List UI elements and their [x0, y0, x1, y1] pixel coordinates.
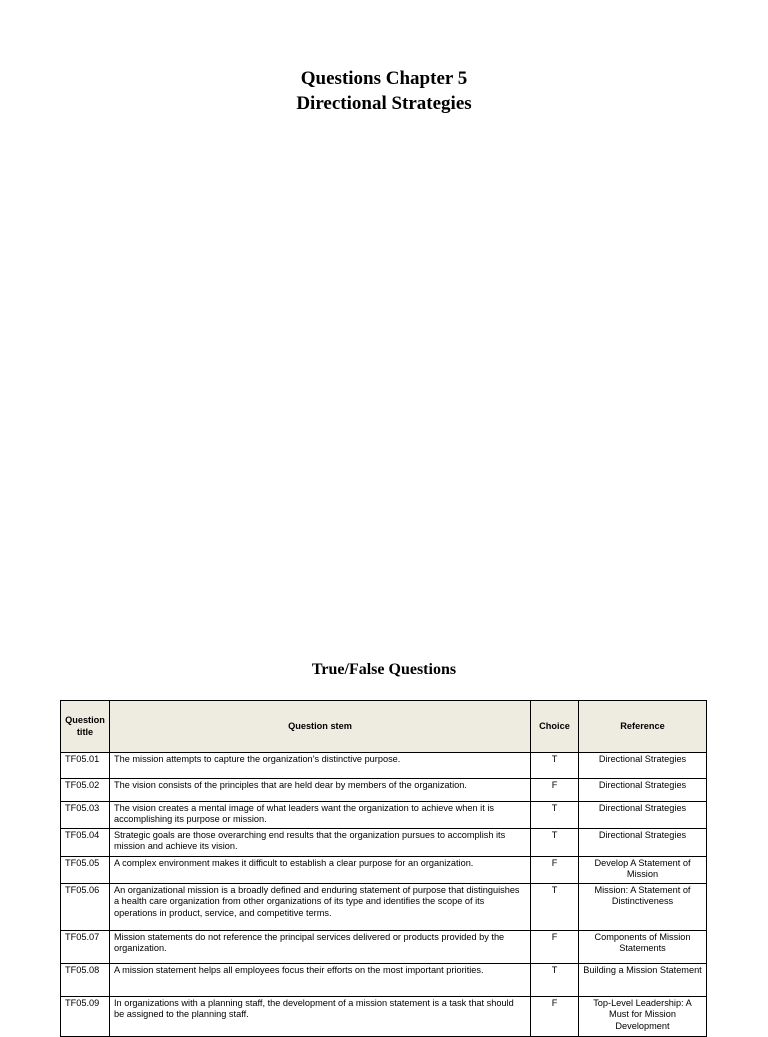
- question-reference: Directional Strategies: [579, 829, 707, 857]
- question-choice: F: [531, 931, 579, 964]
- question-id: TF05.07: [61, 931, 110, 964]
- question-stem: The vision creates a mental image of what leaders want the organization to achieve when it is accomplishing its purpose or mission.: [110, 802, 531, 829]
- questions-table: [60, 700, 707, 1037]
- question-id: TF05.04: [61, 829, 110, 857]
- question-id: TF05.03: [61, 802, 110, 829]
- question-stem: A complex environment makes it difficult to establish a clear purpose for an organization.: [110, 857, 531, 884]
- question-reference: Components of Mission Statements: [579, 931, 707, 964]
- question-choice: T: [531, 884, 579, 931]
- question-stem: In organizations with a planning staff, the development of a mission statement is a task that should be assigned to the planning staff.: [110, 997, 531, 1037]
- question-reference: Develop A Statement of Mission: [579, 857, 707, 884]
- question-choice: F: [531, 779, 579, 802]
- question-choice: F: [531, 997, 579, 1037]
- question-stem: An organizational mission is a broadly defined and enduring statement of purpose that distinguishes a health care organization from other organizations of its type and identifies the scope of its operations in product, service, and competitive terms.: [110, 884, 531, 931]
- table-row: [61, 857, 707, 884]
- question-choice: F: [531, 857, 579, 884]
- question-stem: Strategic goals are those overarching end results that the organization pursues to accomplish its mission and achieve its vision.: [110, 829, 531, 857]
- question-stem: The mission attempts to capture the organization’s distinctive purpose.: [110, 753, 531, 779]
- table-row: [61, 997, 707, 1037]
- question-reference: Directional Strategies: [579, 802, 707, 829]
- question-id: TF05.06: [61, 884, 110, 931]
- table-row: [61, 753, 707, 779]
- question-choice: T: [531, 829, 579, 857]
- question-id: TF05.01: [61, 753, 110, 779]
- document-title: [0, 66, 768, 116]
- question-id: TF05.02: [61, 779, 110, 802]
- header-choice: Choice: [531, 701, 579, 753]
- question-id: TF05.05: [61, 857, 110, 884]
- question-reference: Directional Strategies: [579, 779, 707, 802]
- table-row: [61, 931, 707, 964]
- question-choice: T: [531, 753, 579, 779]
- question-stem: A mission statement helps all employees focus their efforts on the most important priorities.: [110, 964, 531, 997]
- question-stem: The vision consists of the principles that are held dear by members of the organization.: [110, 779, 531, 802]
- question-choice: T: [531, 964, 579, 997]
- question-reference: Building a Mission Statement: [579, 964, 707, 997]
- question-choice: T: [531, 802, 579, 829]
- table-row: [61, 964, 707, 997]
- table-row: [61, 829, 707, 857]
- question-id: TF05.09: [61, 997, 110, 1037]
- table-row: [61, 884, 707, 931]
- section-title: True/False Questions: [311, 661, 457, 678]
- question-stem: Mission statements do not reference the principal services delivered or products provided by the organization.: [110, 931, 531, 964]
- header-question-stem: Question stem: [110, 701, 531, 753]
- title-line-1: Questions Chapter 5: [300, 68, 468, 89]
- table-row: [61, 802, 707, 829]
- title-line-2: Directional Strategies: [296, 93, 472, 114]
- table-header-row: [61, 701, 707, 753]
- header-question-title: Question title: [61, 701, 110, 753]
- question-reference: Mission: A Statement of Distinctiveness: [579, 884, 707, 931]
- header-reference: Reference: [579, 701, 707, 753]
- question-reference: Top-Level Leadership: A Must for Mission Development: [579, 997, 707, 1037]
- table-row: [61, 779, 707, 802]
- question-reference: Directional Strategies: [579, 753, 707, 779]
- question-id: TF05.08: [61, 964, 110, 997]
